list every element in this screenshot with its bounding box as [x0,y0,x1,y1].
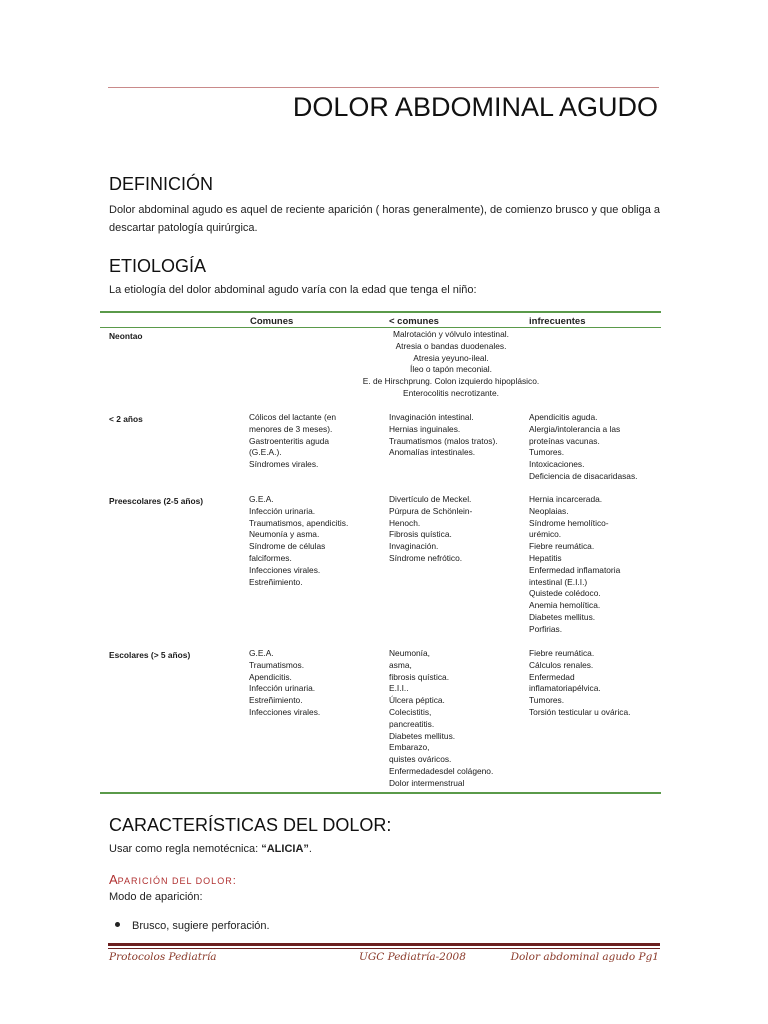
top-rule [108,87,659,88]
cause-item: Torsión testicular u ovárica. [529,706,631,717]
cause-item: Dolor intermenstrual [389,777,465,788]
cause-item: intestinal (E.I.I.) [529,576,588,587]
caracteristicas-heading: CARACTERÍSTICAS DEL DOLOR: [109,815,392,835]
cause-item: Enfermedad [529,671,575,682]
cause-item: Henoch. [389,517,421,528]
row-label-preescolares: Preescolares (2-5 años) [109,496,204,506]
cause-item: Síndrome de células [249,541,326,552]
menores-2-comunes [249,412,374,471]
menores-2-infrecuentes [529,412,657,483]
cause-item: Neumonía, [389,648,430,658]
footer-left: Protocolos Pediatría [109,951,217,963]
regla-alicia: “ALICIA” [261,843,309,855]
footer-rule-thick [108,943,660,946]
cause-item: Neoplaias. [529,505,569,516]
etiologia-intro: La etiología del dolor abdominal agudo varía con la edad que tenga el niño: [109,284,477,296]
regla-prefix: Usar como regla nemotécnica: [109,843,262,855]
footer-middle: UGC Pediatría-2008 [359,951,466,963]
cause-item: proteínas vacunas. [529,435,600,446]
neonato-cause: Malrotación y vólvulo intestinal. [393,329,509,339]
cause-item: Apendicitis aguda. [529,412,598,422]
cause-item: Traumatismos (malos tratos). [389,435,498,446]
cause-item: Estreñimiento. [249,576,303,587]
cause-item: (G.E.A.). [249,447,282,458]
cause-item: Diabetes mellitus. [529,611,596,622]
cause-item: Estreñimiento. [249,695,303,706]
neonato-cause: Íleo o tapón meconial. [410,364,492,375]
neonato-cause: Atresia yeyuno-ileal. [413,352,489,363]
cause-item: pancreatitis. [389,718,435,729]
cause-item: Fiebre reumática. [529,648,595,658]
cause-item: G.E.A. [249,494,274,504]
cause-item: Infección urinaria. [249,683,316,694]
regla-nemotecnica [109,843,312,855]
preescolares-menos-comunes [389,494,519,565]
footer-right: Dolor abdominal agudo Pg1 [510,951,659,963]
aparicion-colon: : [232,875,236,887]
cause-item: Deficiencia de disacaridasas. [529,470,638,481]
cause-item: Traumatismos, apendicitis. [249,517,349,528]
neonato-cause: Atresia o bandas duodenales. [395,340,507,351]
neonato-cause: E. de Hirschprung. Colon izquierdo hipoplásico. [362,376,540,387]
cause-item: Neumonía y asma. [249,529,320,540]
cause-item: Porfirias. [529,623,563,634]
cause-item: falciformes. [249,552,292,563]
neonato-causes [340,329,562,400]
cause-item: quistes ováricos. [389,754,452,765]
cause-item: Alergia/intolerancia a las [529,423,621,434]
cause-item: Diabetes mellitus. [389,730,456,741]
preescolares-infrecuentes [529,494,657,636]
cause-item: fibrosis quística. [389,671,450,682]
cause-item: Embarazo, [389,742,430,753]
cause-item: Enfermedad inflamatoria [529,564,621,575]
cause-item: Gastroenteritis aguda [249,435,330,446]
cause-item: Anemia hemolítica. [529,600,601,611]
bullet-text: Brusco, sugiere perforación. [132,920,270,932]
cause-item: inflamatoriapélvica. [529,683,601,694]
cause-item: menores de 3 meses). [249,423,333,434]
cause-item: Fiebre reumática. [529,541,595,552]
cause-item: Úlcera péptica. [389,695,445,706]
cause-item: Infecciones virales. [249,706,321,717]
cause-item: Apendicitis. [249,671,292,682]
regla-suffix: . [308,843,312,855]
table-header-rule [100,327,661,328]
cause-item: Hernias inguinales. [389,423,461,434]
row-label-menores-2: < 2 años [109,414,143,424]
row-label-escolares: Escolares (> 5 años) [109,650,191,660]
aparicion-heading [109,872,236,887]
cause-item: Hepatitis [529,552,562,563]
preescolares-comunes [249,494,374,588]
bullet-item [115,920,270,932]
row-label-neonato: Neontao [109,331,143,341]
cause-item: Hernia incarcerada. [529,494,603,504]
escolares-infrecuentes [529,648,657,719]
cause-item: Divertículo de Meckel. [389,494,472,504]
cause-item: Tumores. [529,447,565,458]
header-infrecuentes: infrecuentes [529,316,586,327]
footer-rule-thin [108,948,660,949]
aparicion-initial: A [109,872,118,887]
cause-item: Síndromes virales. [249,459,319,470]
cause-item: Infección urinaria. [249,505,316,516]
header-comunes: Comunes [250,316,294,327]
cause-item: Fibrosis quística. [389,529,452,540]
etiologia-table [100,311,661,795]
cause-item: Invaginación. [389,541,439,552]
cause-item: Síndrome nefrótico. [389,552,463,563]
definicion-text: Dolor abdominal agudo es aquel de reciente aparición ( horas generalmente), de comienzo brusco y que obliga a descartar patología quirúrgica. [109,204,660,234]
cause-item: G.E.A. [249,648,274,658]
bullet-icon [115,922,120,927]
cause-item: Intoxicaciones. [529,459,585,470]
cause-item: Infecciones virales. [249,564,321,575]
escolares-menos-comunes [389,648,519,790]
aparicion-rest: PARICIÓN DEL DOLOR [117,876,233,886]
cause-item: asma, [389,659,412,670]
cause-item: Cólicos del lactante (en [249,412,337,422]
escolares-comunes [249,648,374,719]
page-title: DOLOR ABDOMINAL AGUDO [292,92,658,122]
header-menos-comunes: < comunes [389,316,439,327]
table-bottom-rule [100,792,661,794]
cause-item: E.I.I.. [389,683,409,694]
definicion-heading: DEFINICIÓN [109,174,214,194]
modo-aparicion: Modo de aparición: [109,891,203,903]
cause-item: Invaginación intestinal. [389,412,474,422]
cause-item: Anomalías intestinales. [389,447,476,458]
etiologia-heading: ETIOLOGÍA [109,256,207,276]
neonato-cause: Enterocolitis necrotizante. [403,387,499,398]
menores-2-menos-comunes [389,412,519,459]
cause-item: Púrpura de Schönlein- [389,505,473,516]
cause-item: Síndrome hemolítico- [529,517,609,528]
cause-item: Enfermedadesdel colágeno. [389,765,494,776]
cause-item: Cálculos renales. [529,659,594,670]
cause-item: Quistede colédoco. [529,588,601,599]
cause-item: Traumatismos. [249,659,305,670]
cause-item: Colecistitis, [389,706,432,717]
cause-item: urémico. [529,529,562,540]
cause-item: Tumores. [529,695,565,706]
table-top-rule [100,311,661,313]
